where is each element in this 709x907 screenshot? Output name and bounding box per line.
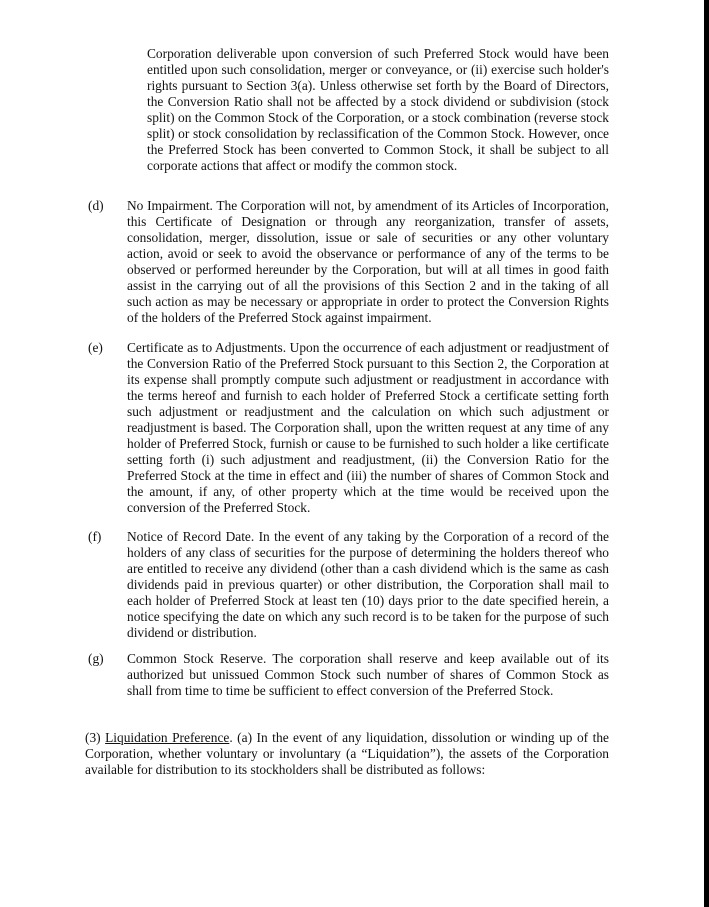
liquidation-heading: Liquidation Preference (105, 730, 230, 745)
liquidation-text: . (a) In the event of any liquidation, dissolution or winding up of the Corporation, whether voluntary or involuntary (a “Liquidation”), the assets of the Corporation available for distribution to its stockholders shall be distributed as follows: (85, 730, 609, 777)
liquidation-number: (3) (85, 730, 101, 745)
section-e-text: Certificate as to Adjustments. Upon the occurrence of each adjustment or readjustment of the Conversion Ratio of the Preferred Stock pursuant to this Section 2, the Corporation at its expense shall promptly compute such adjustment or readjustment in accordance with the terms hereof and furnish to each holder of Preferred Stock a certificate setting forth such adjustment or readjustment and the calculation on which such adjustment or readjustment is based. The Corporation shall, upon the written request at any time of any holder of Preferred Stock, furnish or cause to be furnished to such holder a like certificate setting forth (i) such adjustment and readjustment, (ii) the Conversion Ratio for the Preferred Stock at the time in effect and (iii) the number of shares of Common Stock and the amount, if any, of other property which at the time would be received upon the conversion of the Preferred Stock. (127, 340, 609, 515)
section-d-label: (d) (88, 198, 104, 213)
section-e-label: (e) (88, 340, 103, 355)
scan-edge-border (704, 0, 709, 907)
liquidation-paragraph (85, 730, 609, 778)
section-f-label: (f) (88, 529, 102, 544)
intro-paragraph: Corporation deliverable upon conversion of such Preferred Stock would have been entitled upon such consolidation, merger or conveyance, or (ii) exercise such holder's rights pursuant to Section 3(a). Unless otherwise set forth by the Board of Directors, the Conversion Ratio shall not be affected by a stock dividend or subdivision (stock split) on the Common Stock of the Corporation, or a stock combination (reverse stock split) or stock consolidation by reclassification of the Common Stock. However, once the Preferred Stock has been converted to Common Stock, it shall be subject to all corporate actions that affect or modify the common stock. (147, 46, 609, 173)
section-g-text: Common Stock Reserve. The corporation shall reserve and keep available out of its authorized but unissued Common Stock such number of shares of Common Stock as shall from time to time be sufficient to effect conversion of the Preferred Stock. (127, 651, 609, 698)
section-f-text: Notice of Record Date. In the event of any taking by the Corporation of a record of the holders of any class of securities for the purpose of determining the holders thereof who are entitled to receive any dividend (other than a cash dividend which is the same as cash dividends paid in previous quarter) or other distribution, the Corporation shall mail to each holder of Preferred Stock at least ten (10) days prior to the date specified herein, a notice specifying the date on which any such record is to be taken for the purpose of such dividend or distribution. (127, 529, 609, 640)
section-d-text: No Impairment. The Corporation will not, by amendment of its Articles of Incorporation, this Certificate of Designation or through any reorganization, transfer of assets, consolidation, merger, dissolution, issue or sale of securities or any other voluntary action, avoid or seek to avoid the observance or performance of any of the terms to be observed or performed hereunder by the Corporation, but will at all times in good faith assist in the carrying out of all the provisions of this Section 2 and in the taking of all such action as may be necessary or appropriate in order to protect the Conversion Rights of the holders of the Preferred Stock against impairment. (127, 198, 609, 325)
section-g-label: (g) (88, 651, 104, 666)
